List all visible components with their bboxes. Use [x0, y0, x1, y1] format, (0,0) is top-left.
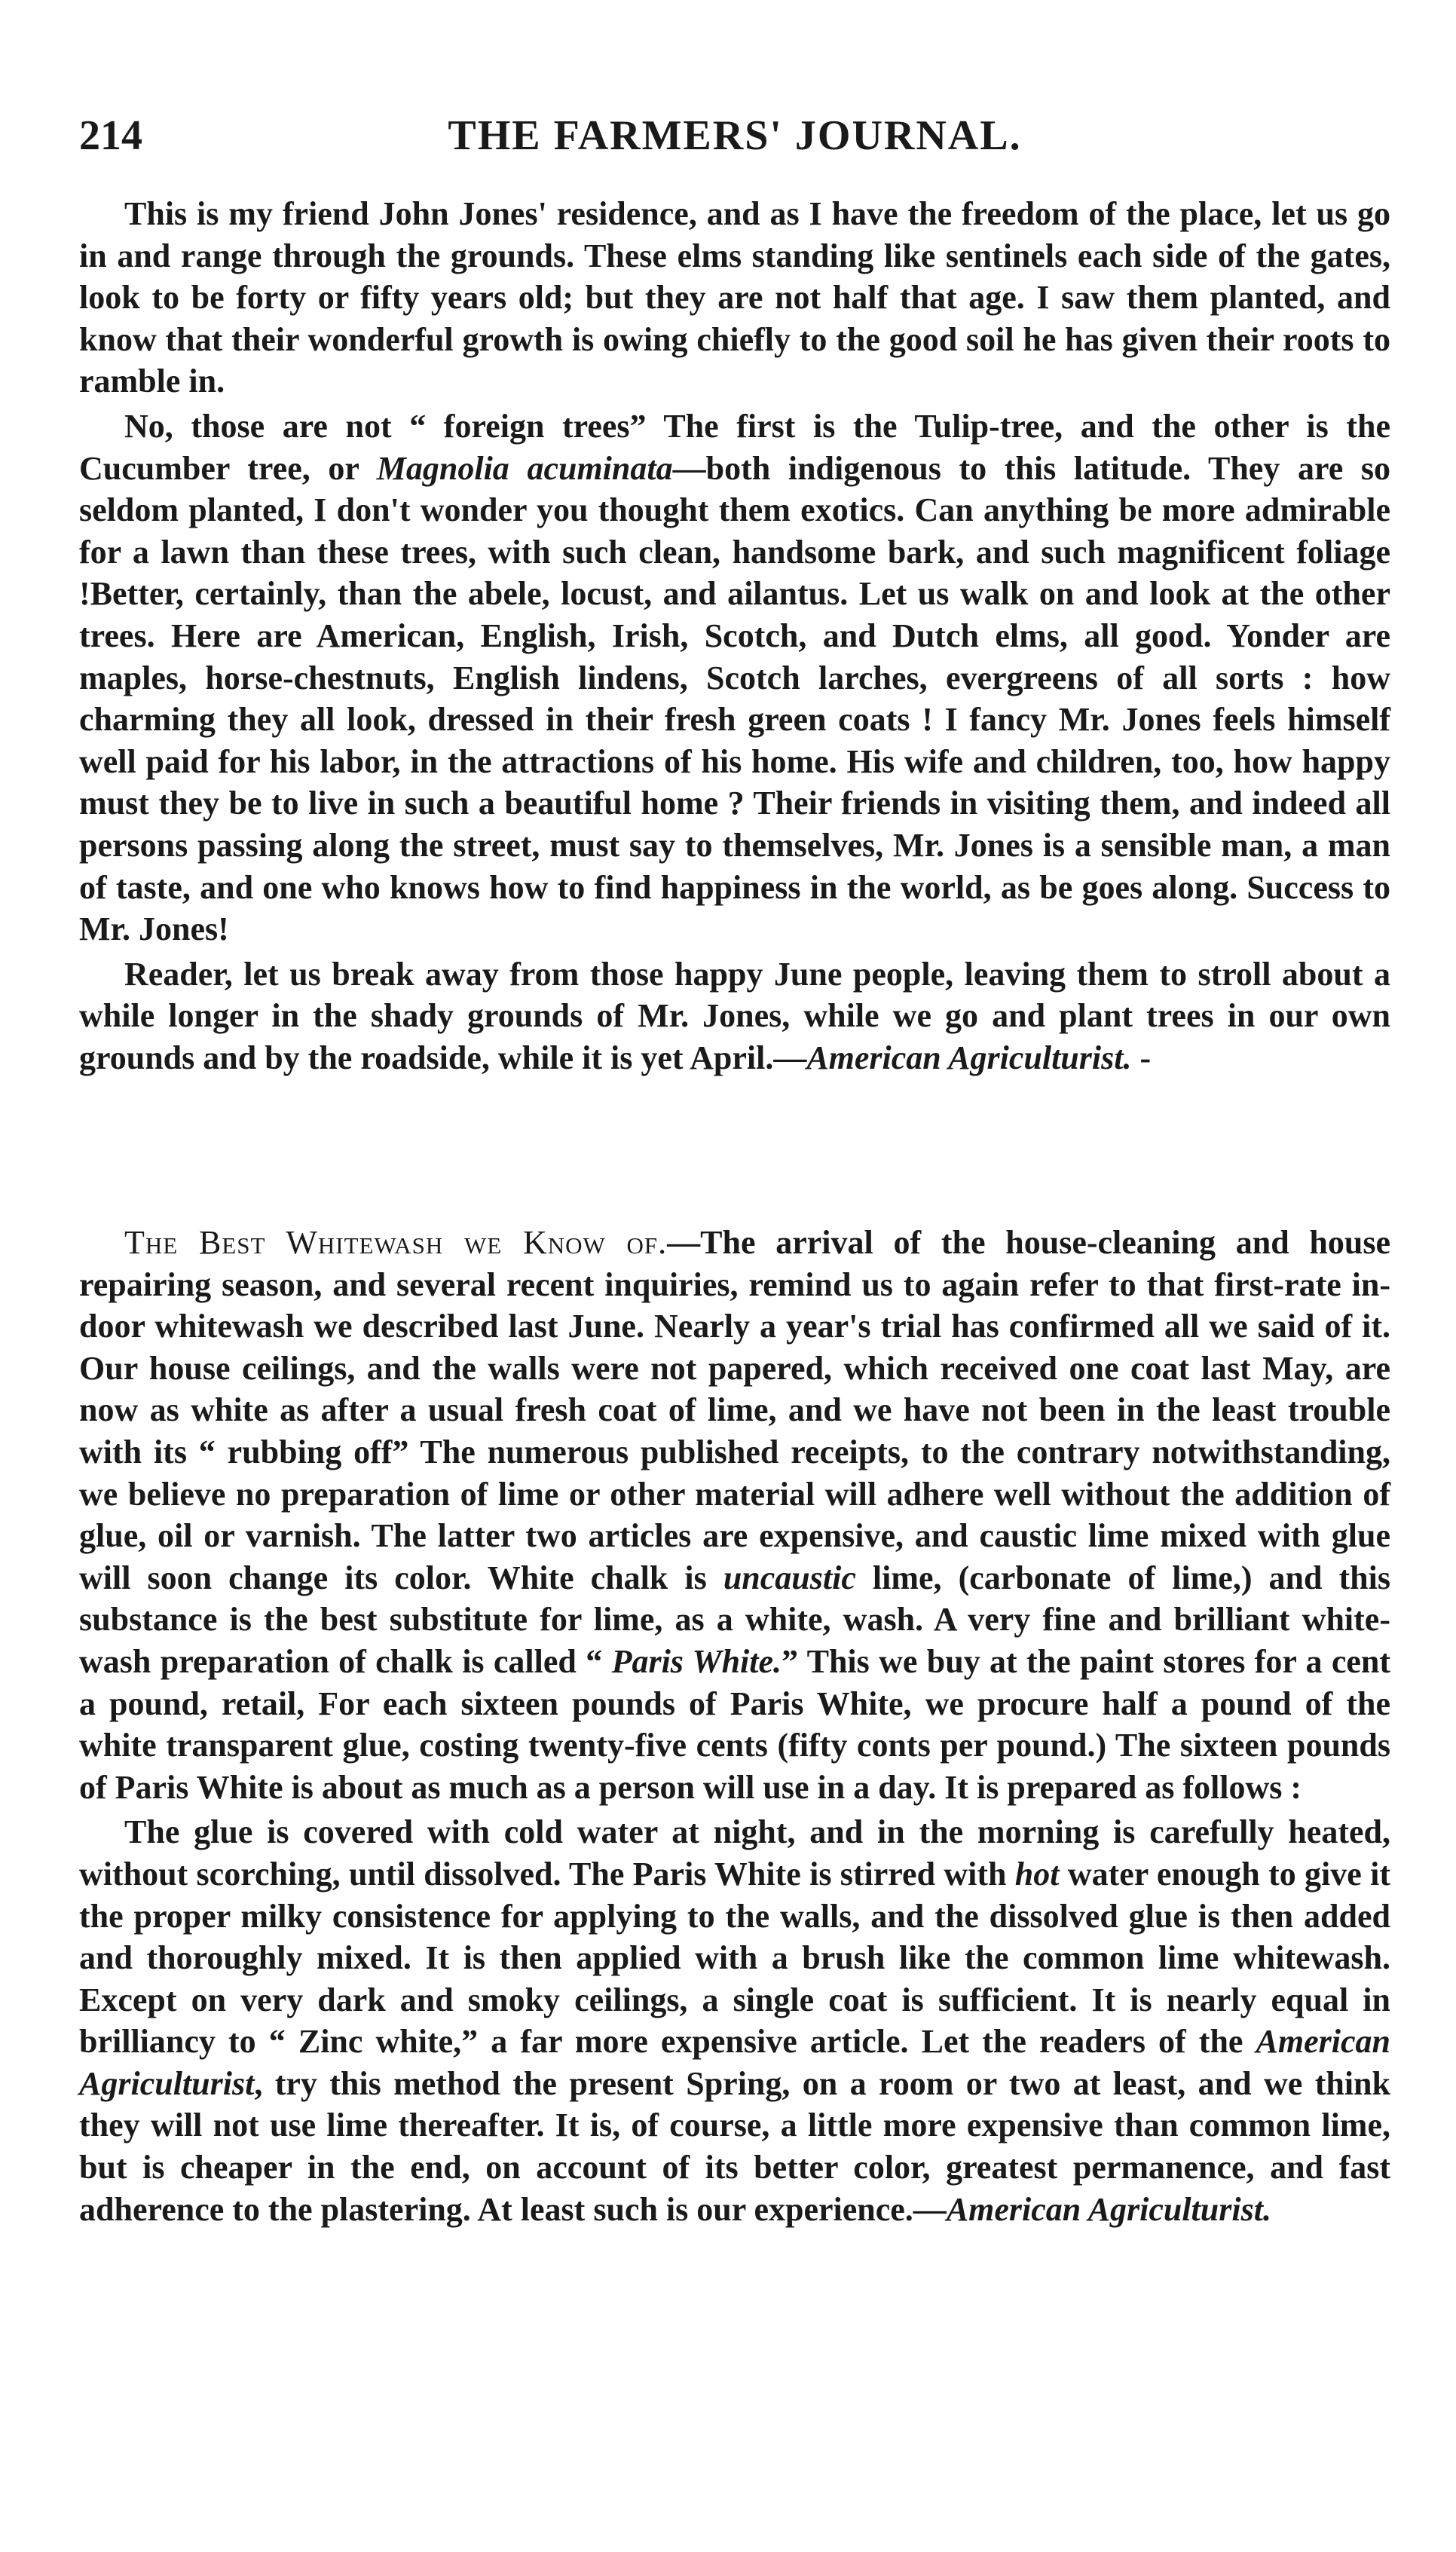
emphasis: hot [1014, 1855, 1060, 1893]
paragraph [79, 405, 1390, 950]
emphasis: Paris White. [611, 1642, 782, 1680]
source-citation: American Agriculturist. [806, 1039, 1132, 1076]
emphasis: uncaustic [723, 1559, 856, 1596]
paragraph-text: The glue is covered with cold water at night, and in the morning is carefully heated, without scorching, until dissolved. The Paris White is stirred with [79, 1813, 1390, 1893]
article-best-whitewash [79, 1222, 1390, 2233]
source-citation: American Agriculturist. [946, 2190, 1271, 2228]
latin-name: Magnolia acuminata [376, 449, 673, 487]
paragraph-text: —both indigenous to this latitude. They are so seldom planted, I don't wonder you thought them exotics. Can anything be more admirable for a lawn than these trees, with such clean, handsome bark, and such magnificent foliage !Better, certainly, than the abele, locust, and ailantus. Let us walk on and look at the other trees. Here are American, English, Irish, Scotch, and Dutch elms, all good. Yonder are maples, horse-chestnuts, English lindens, Scotch larches, evergreens of all sorts : how charming they all look, dressed in their fresh green coats ! I fancy Mr. Jones feels himself well paid for his labor, in the attractions of his home. His wife and children, too, how happy must they be to live in such a beautiful home ? Their friends in visiting them, and indeed all persons passing along the street, must say to themselves, Mr. Jones is a sensible man, a man of taste, and one who knows how to find happiness in the world, as be goes along. Success to Mr. Jones! [79, 449, 1391, 948]
paragraph [79, 953, 1390, 1079]
paragraph-text: , try this method the present Spring, on a room or two at least, and we think they will not use lime thereafter. It is, of course, a little more expensive than common lime, but is cheaper in the end, on account of its better color, greatest permanence, and fast adherence to the plastering. At least such is our experience.— [79, 2064, 1390, 2228]
paragraph [79, 193, 1390, 402]
paragraph-text: Reader, let us break away from those happy June people, leaving them to stroll about a while longer in the shady grounds of Mr. Jones, while we go and plant trees in our own grounds and by the roadside, while it is yet April.— [79, 955, 1390, 1076]
paragraph-text: ” This we buy at the paint stores for a cent a pound, retail, For each sixteen pounds of Paris White, we procure half a pound of the white transparent glue, costing twenty-five cents (fifty conts per pound.) The sixteen pounds of Paris White is about as much as a person will use in a day. It is prepared as follows : [79, 1642, 1390, 1806]
paragraph [79, 1811, 1390, 2230]
article-john-jones-residence [79, 193, 1390, 1082]
paragraph-text: water enough to give it the proper milky consistence for applying to the walls, and the dissolved glue is then added and thoroughly mixed. It is then applied with a brush like the common lime whitewash. Except on very dark and smoky ceilings, a single coat is sufficient. It is nearly equal in brilliancy to “ Zinc white,” a far more expensive article. Let the readers of the [79, 1855, 1390, 2061]
paragraph-text: No, those are not “ foreign trees” The first is the Tulip-tree, and the other is the Cucumber tree, or [79, 407, 1390, 487]
article-title: The Best Whitewash we Know of. [124, 1224, 668, 1261]
page-number: 214 [79, 112, 142, 159]
source-citation: American Agriculturist [79, 2023, 1390, 2102]
journal-title: THE FARMERS' JOURNAL. [448, 112, 1022, 159]
paragraph-text: lime, (carbonate of lime,) and this substance is the best substitute for lime, as a white, wash. A very fine and brilliant white-wash preparation of chalk is called “ [79, 1559, 1390, 1680]
paragraph-text: —The arrival of the house-cleaning and house repairing season, and several recent inquiries, remind us to again refer to that first-rate in-door whitewash we described last June. Nearly a year's trial has confirmed all we said of it. Our house ceilings, and the walls were not papered, which received one coat last May, are now as white as after a usual fresh coat of lime, and we have not been in the least trouble with its “ rubbing off” The numerous published receipts, to the contrary notwithstanding, we believe no preparation of lime or other material will adhere well without the addition of glue, oil or varnish. The latter two articles are expensive, and caustic lime mixed with glue will soon change its color. White chalk is [79, 1224, 1390, 1596]
running-head [79, 106, 1390, 166]
paragraph [79, 1222, 1390, 1808]
paragraph-text: This is my friend John Jones' residence, and as I have the freedom of the place, let us go in and range through the grounds. These elms standing like sentinels each side of the gates, look to be forty or fifty years old; but they are not half that age. I saw them planted, and know that their wonderful growth is owing chiefly to the good soil he has given their roots to ramble in. [79, 195, 1390, 400]
end-mark: - [1139, 1039, 1152, 1076]
